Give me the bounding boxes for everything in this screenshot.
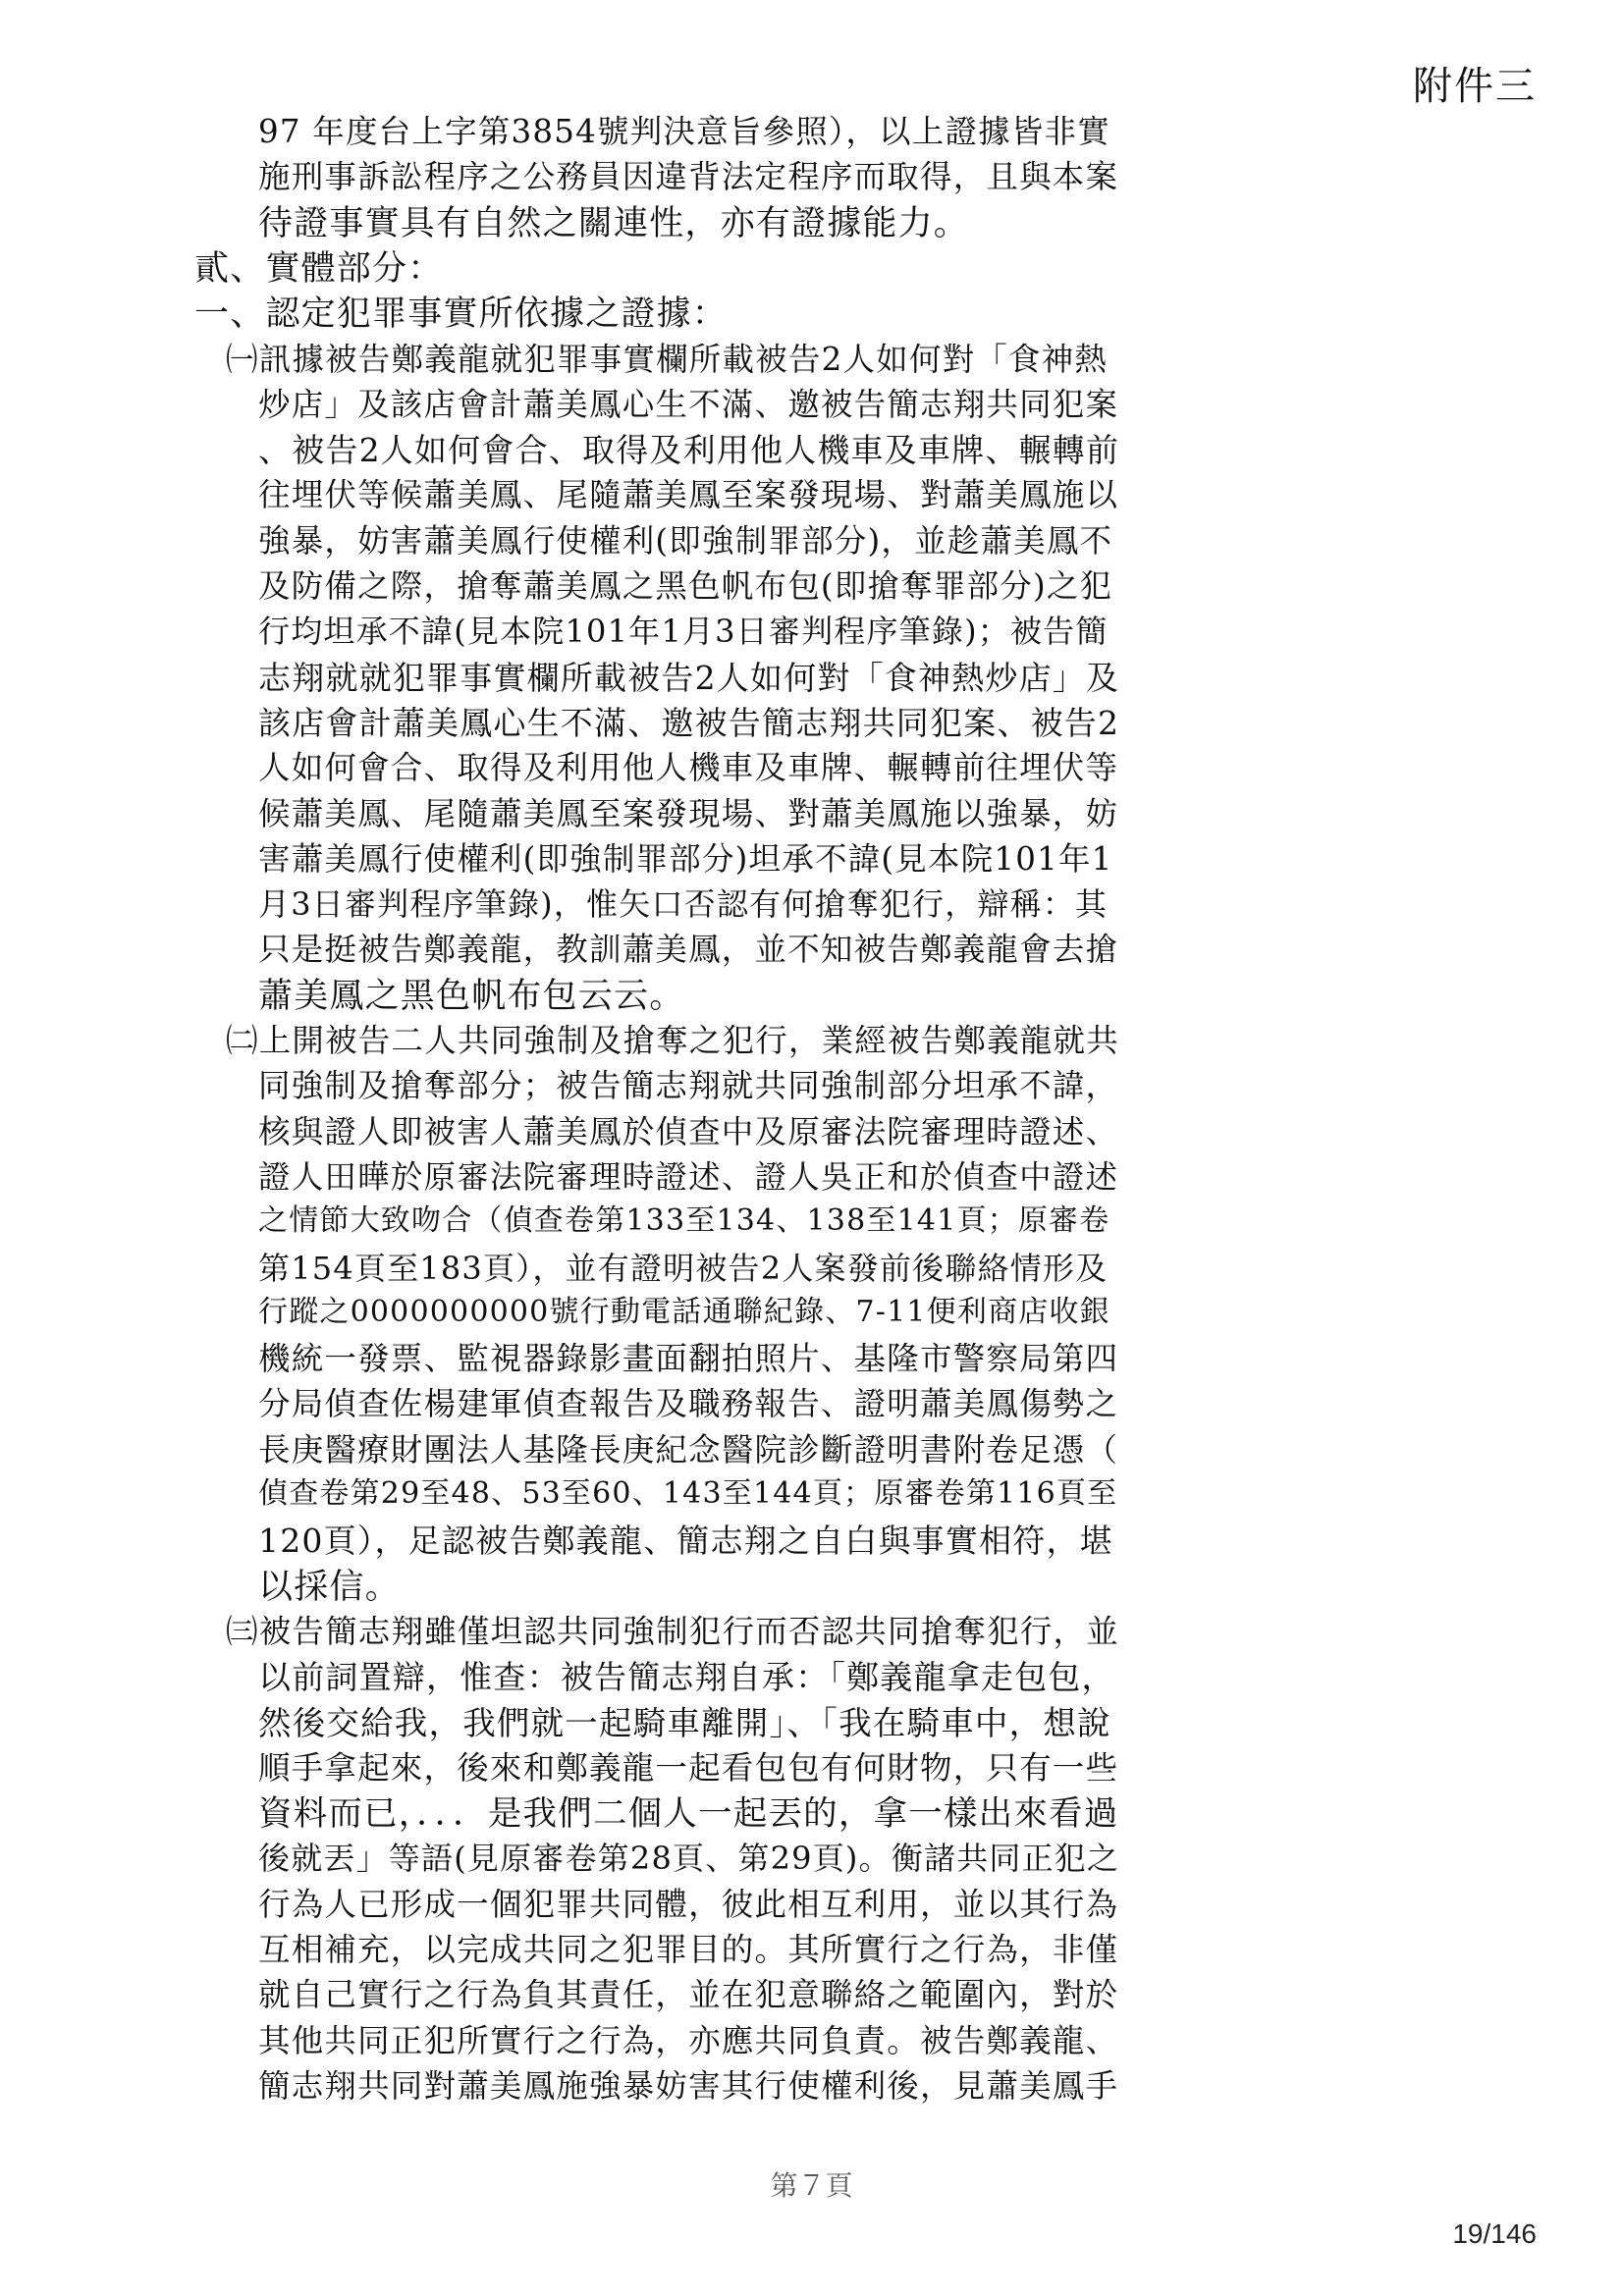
body-line: 強暴，妨害蕭美鳳行使權利(即強制罪部分)，並趁蕭美鳳不 xyxy=(258,522,1113,560)
body-line: 待證事實具有自然之關連性，亦有證據能力。 xyxy=(258,204,970,243)
body-line: 同強制及搶奪部分；被告簡志翔就共同強制部分坦承不諱， xyxy=(258,1067,1119,1104)
body-line: 97 年度台上字第3854號判決意旨參照），以上證據皆非實 xyxy=(258,113,1110,150)
body-line: 炒店」及該店會計蕭美鳳心生不滿、邀被告簡志翔共同犯案 xyxy=(258,386,1119,423)
body-line: 志翔就就犯罪事實欄所載被告2人如何對「食神熱炒店」及 xyxy=(258,659,1120,697)
body-line: 蕭美鳳之黑色帆布包云云。 xyxy=(258,977,685,1016)
body-line: 往埋伏等候蕭美鳳、尾隨蕭美鳳至案發現場、對蕭美鳳施以 xyxy=(258,476,1119,513)
body-line: 核與證人即被害人蕭美鳳於偵查中及原審法院審理時證述、 xyxy=(258,1113,1119,1150)
body-line: 候蕭美鳳、尾隨蕭美鳳至案發現場、對蕭美鳳施以強暴，妨 xyxy=(258,795,1119,832)
body-line: 月3日審判程序筆錄)，惟矢口否認有何搶奪犯行，辯稱：其 xyxy=(258,885,1109,923)
body-line: 人如何會合、取得及利用他人機車及車牌、輾轉前往埋伏等 xyxy=(258,749,1119,786)
body-line: ㈠訊據被告鄭義龍就犯罪事實欄所載被告2人如何對「食神熱 xyxy=(226,341,1109,378)
page-number: 第７頁 xyxy=(770,2169,853,2202)
body-line: ㈡上開被告二人共同強制及搶奪之犯行，業經被告鄭義龍就共 xyxy=(226,1022,1119,1059)
body-line: 證人田曄於原審法院審理時證述、證人吳正和於偵查中證述 xyxy=(258,1158,1119,1196)
body-line: 以前詞置辯，惟查：被告簡志翔自承：「鄭義龍拿走包包， xyxy=(258,1658,1115,1696)
body-line: 以採信。 xyxy=(258,1568,401,1607)
body-line: 然後交給我，我們就一起騎車離開」、「我在騎車中，想說 xyxy=(258,1704,1111,1742)
body-line: 偵查卷第29至48、53至60、143至144頁；原審卷第116頁至 xyxy=(258,1476,1118,1511)
body-line: 之情節大致吻合（偵查卷第133至134、138至141頁；原審卷 xyxy=(258,1203,1110,1238)
body-line: 機統一發票、監視器錄影畫面翻拍照片、基隆市警察局第四 xyxy=(258,1340,1119,1377)
body-line: 只是挺被告鄭義龍，教訓蕭美鳳，並不知被告鄭義龍會去搶 xyxy=(258,931,1119,968)
body-line: 一、認定犯罪事實所依據之證據： xyxy=(194,294,729,334)
body-line: 該店會計蕭美鳳心生不滿、邀被告簡志翔共同犯案、被告2 xyxy=(258,704,1120,742)
body-line: 分局偵查佐楊建軍偵查報告及職務報告、證明蕭美鳳傷勢之 xyxy=(258,1385,1119,1422)
attachment-label: 附件三 xyxy=(1413,64,1537,109)
body-line: 順手拿起來，後來和鄭義龍一起看包包有何財物，只有一些 xyxy=(258,1749,1119,1787)
body-line: 行均坦承不諱(見本院101年1月3日審判程序筆錄)；被告簡 xyxy=(258,613,1109,650)
page-counter: 19/146 xyxy=(1452,2218,1537,2249)
body-line: ㈢被告簡志翔雖僅坦認共同強制犯行而否認共同搶奪犯行，並 xyxy=(226,1613,1119,1650)
body-line: 120頁），足認被告鄭義龍、簡志翔之自白與事實相符，堪 xyxy=(258,1522,1113,1560)
body-line: 簡志翔共同對蕭美鳳施強暴妨害其行使權利後，見蕭美鳳手 xyxy=(258,2067,1119,2105)
body-line: 及防備之際，搶奪蕭美鳳之黑色帆布包(即搶奪罪部分)之犯 xyxy=(258,567,1113,605)
body-line: 行為人已形成一個犯罪共同體，彼此相互利用，並以其行為 xyxy=(258,1886,1119,1923)
body-line: 其他共同正犯所實行之行為，亦應共同負責。被告鄭義龍、 xyxy=(258,2022,1119,2059)
body-line: 互相補充，以完成共同之犯罪目的。其所實行之行為，非僅 xyxy=(258,1931,1119,1968)
body-line: 就自己實行之行為負其責任，並在犯意聯絡之範圍內，對於 xyxy=(258,1976,1119,2013)
body-line: 長庚醫療財團法人基隆長庚紀念醫院診斷證明書附卷足憑（ xyxy=(258,1431,1119,1468)
body-line: 後就丟」等語(見原審卷第28頁、第29頁)。衡諸共同正犯之 xyxy=(258,1840,1120,1877)
body-line: 貳、實體部分： xyxy=(194,249,444,289)
body-line: 資料而已，．．．是我們二個人一起丟的，拿一樣出來看過 xyxy=(258,1794,1119,1834)
body-line: 施刑事訴訟程序之公務員因違背法定程序而取得，且與本案 xyxy=(258,158,1119,195)
body-line: 行蹤之0000000000號行動電話通聯紀錄、7-11便利商店收銀 xyxy=(258,1295,1110,1329)
body-line: 第154頁至183頁），並有證明被告2人案發前後聯絡情形及 xyxy=(258,1250,1109,1287)
body-line: 害蕭美鳳行使權利(即強制罪部分)坦承不諱(見本院101年1 xyxy=(258,840,1113,878)
body-line: 、被告2人如何會合、取得及利用他人機車及車牌、輾轉前 xyxy=(258,431,1120,469)
